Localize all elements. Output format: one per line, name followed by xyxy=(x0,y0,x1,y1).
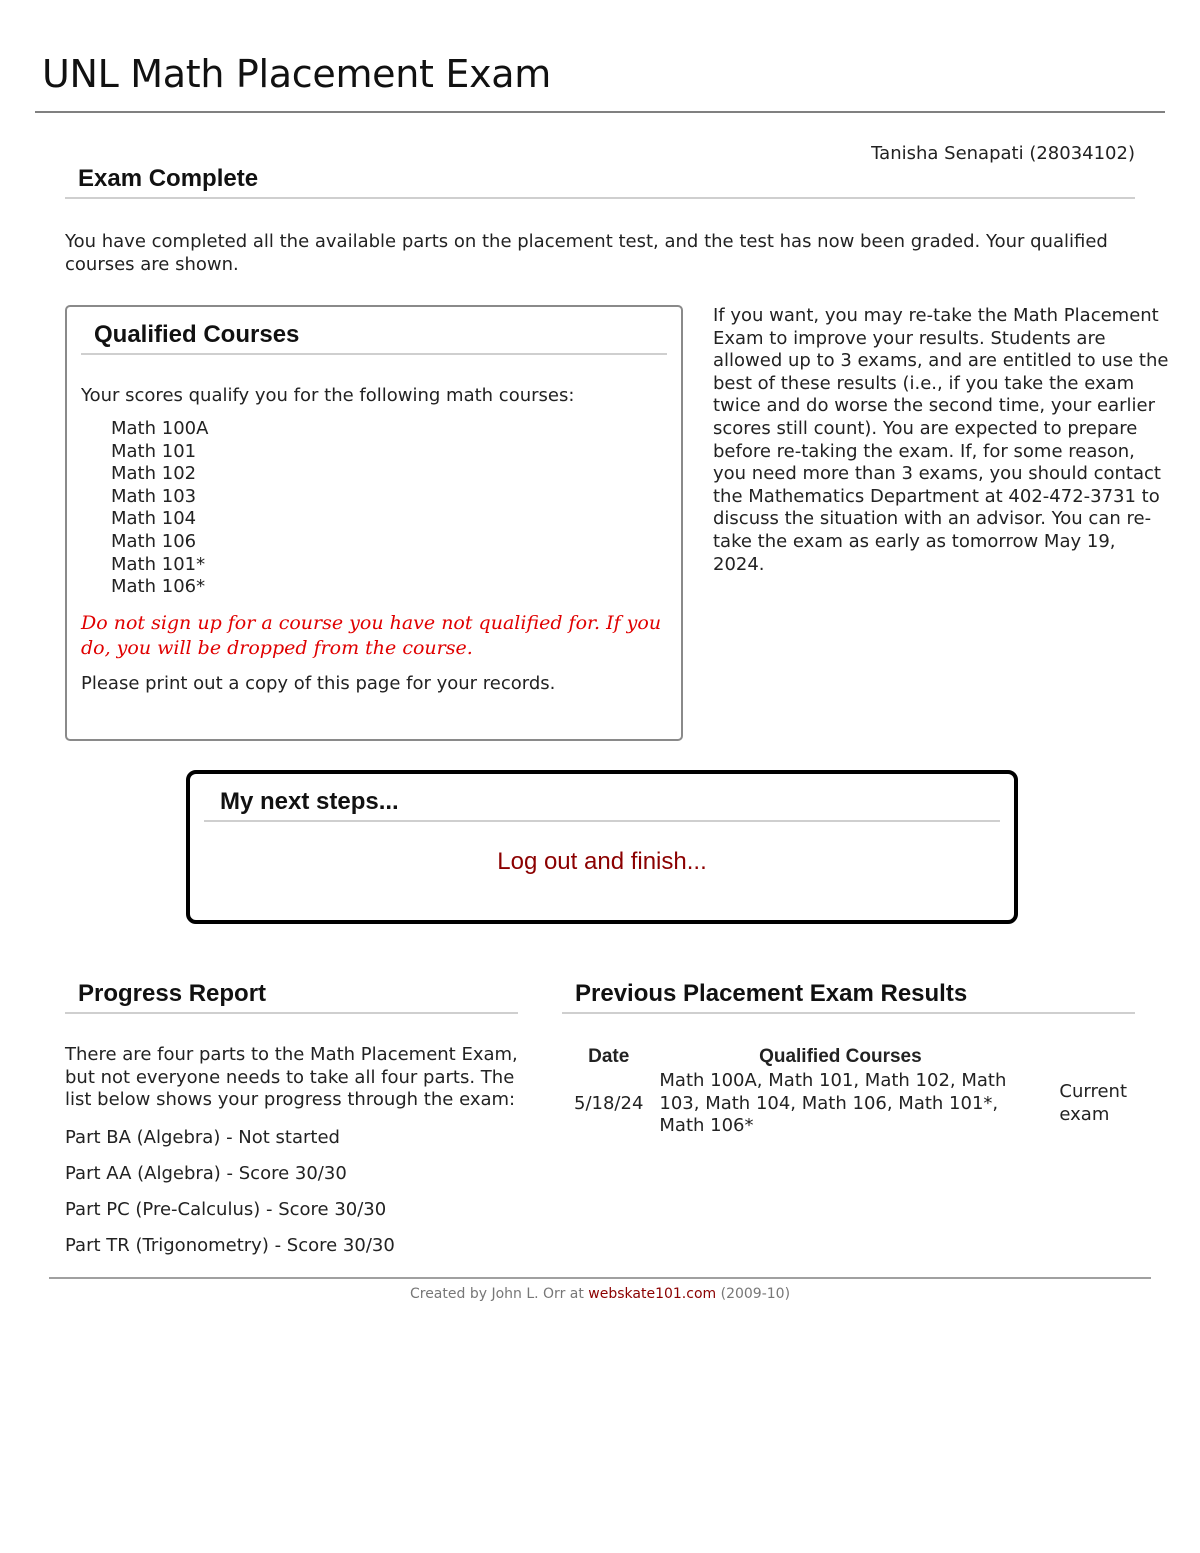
course-item: Math 101 xyxy=(111,440,197,462)
previous-results-heading: Previous Placement Exam Results xyxy=(562,980,1135,1014)
retake-info: If you want, you may re-take the Math Placement Exam to improve your results. Students are allowed up to 3 exams, and are entitled to use the best of these results (i.e., if you take the exam twice and do worse the second time, your earlier scores still count). You are expected to prepare before re-taking the exam. If, for some reason, you need more than 3 exams, you should contact the Mathematics Department at 402-472-3731 to discuss the situation with an advisor. You can re-take the exam as early as tomorrow May 19, 2024. xyxy=(713,305,1169,575)
page-title: UNL Math Placement Exam xyxy=(42,52,552,96)
progress-item: Part PC (Pre-Calculus) - Score 30/30 xyxy=(65,1198,387,1220)
footer-suffix: (2009-10) xyxy=(720,1286,791,1302)
result-status: Current exam xyxy=(1059,1081,1127,1125)
footer-divider xyxy=(49,1277,1151,1279)
exam-complete-section xyxy=(65,165,1135,199)
table-header-row xyxy=(566,1046,1135,1070)
next-steps-heading: My next steps... xyxy=(204,788,1000,822)
course-item: Math 106* xyxy=(111,576,206,598)
logout-link[interactable]: Log out and finish... xyxy=(497,848,707,875)
print-note: Please print out a copy of this page for your records. xyxy=(81,672,556,694)
qualified-course-list xyxy=(81,418,667,599)
user-name-id: Tanisha Senapati (28034102) xyxy=(871,143,1135,164)
next-steps-box xyxy=(186,770,1018,924)
qualified-intro: Your scores qualify you for the following math courses: xyxy=(81,385,575,406)
exam-complete-text: You have completed all the available parts on the placement test, and the test has now been graded. Your qualified courses are shown. xyxy=(65,231,1108,275)
progress-report-heading: Progress Report xyxy=(65,980,518,1014)
previous-results-section xyxy=(562,980,1135,1138)
course-item: Math 102 xyxy=(111,463,197,485)
course-item: Math 103 xyxy=(111,485,197,507)
warning-text: Do not sign up for a course you have not qualified for. If you do, you will be dropped from the course. xyxy=(81,611,662,659)
column-header-courses: Qualified Courses xyxy=(759,1046,922,1067)
previous-results-table xyxy=(566,1046,1135,1138)
title-divider xyxy=(35,111,1165,113)
course-item: Math 104 xyxy=(111,508,197,530)
result-date: 5/18/24 xyxy=(574,1092,644,1114)
qualified-courses-heading: Qualified Courses xyxy=(81,321,667,355)
footer-link[interactable]: webskate101.com xyxy=(588,1286,717,1302)
course-item: Math 101* xyxy=(111,553,206,575)
progress-report-section xyxy=(65,980,518,1256)
table-row xyxy=(566,1070,1135,1138)
footer xyxy=(0,1286,1200,1302)
progress-item: Part AA (Algebra) - Score 30/30 xyxy=(65,1162,347,1184)
progress-item: Part TR (Trigonometry) - Score 30/30 xyxy=(65,1234,395,1256)
result-courses: Math 100A, Math 101, Math 102, Math 103, Math 104, Math 106, Math 101*, Math 106* xyxy=(659,1070,1007,1137)
footer-prefix: Created by John L. Orr at xyxy=(409,1286,584,1302)
course-item: Math 100A xyxy=(111,418,209,439)
course-item: Math 106 xyxy=(111,530,197,552)
column-header-date: Date xyxy=(588,1046,630,1067)
exam-complete-heading: Exam Complete xyxy=(65,165,1135,199)
progress-intro: There are four parts to the Math Placement Exam, but not everyone needs to take all four parts. The list below shows your progress through the exam: xyxy=(65,1044,518,1111)
column-header-status xyxy=(1029,1046,1135,1070)
qualified-courses-box xyxy=(65,305,683,741)
progress-item: Part BA (Algebra) - Not started xyxy=(65,1126,340,1148)
